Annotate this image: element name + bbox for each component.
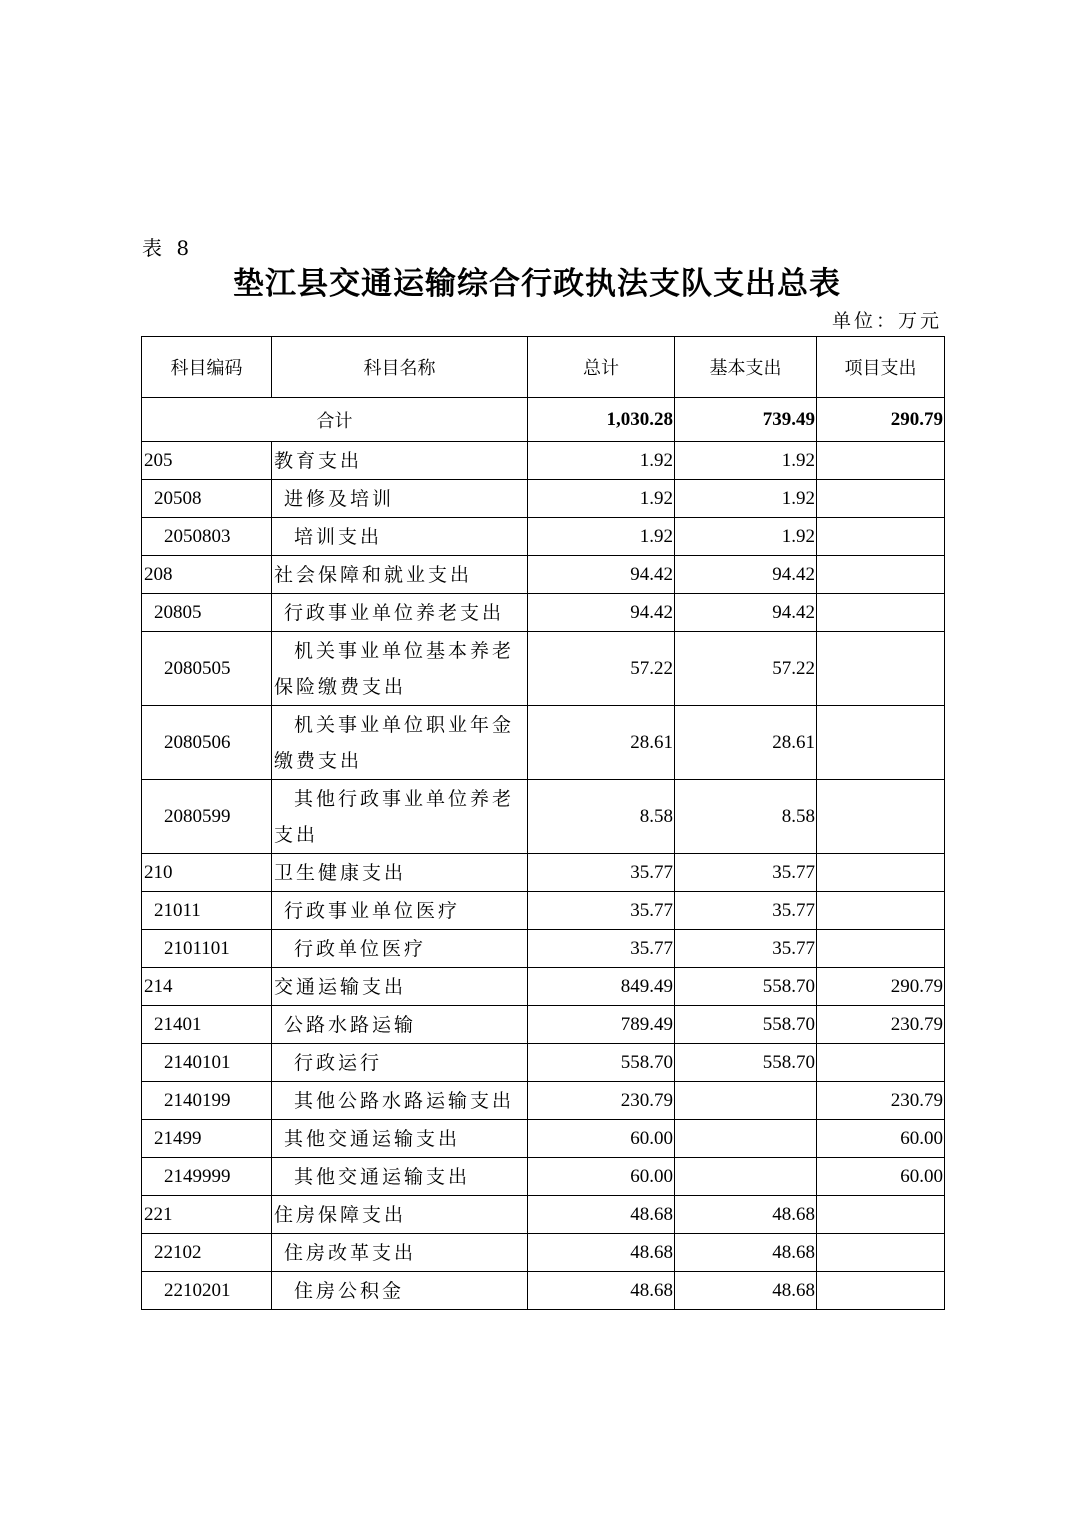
row-basic: 94.42 [675,556,817,594]
row-total: 35.77 [528,930,675,968]
row-name: 进修及培训 [272,480,528,518]
row-basic: 48.68 [675,1234,817,1272]
table-row [142,1082,945,1120]
table-row [142,892,945,930]
row-code: 221 [142,1196,272,1234]
row-project: 290.79 [817,968,945,1006]
row-code: 214 [142,968,272,1006]
row-name: 住房改革支出 [272,1234,528,1272]
row-name: 教育支出 [272,442,528,480]
row-code: 2210201 [142,1272,272,1310]
row-code: 210 [142,854,272,892]
row-basic: 8.58 [675,780,817,854]
row-project [817,1044,945,1082]
row-basic: 1.92 [675,442,817,480]
total-project: 290.79 [817,398,945,442]
row-name: 卫生健康支出 [272,854,528,892]
row-basic: 57.22 [675,632,817,706]
row-name [272,632,528,706]
row-basic: 1.92 [675,518,817,556]
row-basic [675,1120,817,1158]
row-basic: 35.77 [675,892,817,930]
row-project: 60.00 [817,1120,945,1158]
row-code: 208 [142,556,272,594]
row-name [272,780,528,854]
table-row [142,1006,945,1044]
row-code: 2140101 [142,1044,272,1082]
row-name: 其他交通运输支出 [272,1158,528,1196]
row-name-line1: 机关事业单位职业年金 [294,713,515,736]
row-project [817,556,945,594]
table-row [142,480,945,518]
table-row [142,706,945,780]
unit-label: 单位：万元 [831,310,942,332]
row-project: 60.00 [817,1158,945,1196]
row-name-line2: 缴费支出 [274,749,363,772]
row-code: 2101101 [142,930,272,968]
row-basic: 48.68 [675,1196,817,1234]
row-total: 35.77 [528,892,675,930]
row-name-line2: 支出 [274,823,319,846]
row-total: 849.49 [528,968,675,1006]
row-name: 社会保障和就业支出 [272,556,528,594]
row-total: 48.68 [528,1234,675,1272]
row-project [817,930,945,968]
table-row [142,518,945,556]
row-name: 其他交通运输支出 [272,1120,528,1158]
row-name: 其他公路水路运输支出 [272,1082,528,1120]
total-label: 合计 [142,398,528,442]
row-name [272,706,528,780]
row-project [817,480,945,518]
row-project: 230.79 [817,1082,945,1120]
header-code: 科目编码 [142,337,272,398]
row-total: 1.92 [528,442,675,480]
row-basic: 28.61 [675,706,817,780]
row-total: 48.68 [528,1196,675,1234]
row-total: 1.92 [528,480,675,518]
row-basic: 558.70 [675,1006,817,1044]
header-total: 总计 [528,337,675,398]
row-name-line2: 保险缴费支出 [274,675,407,698]
row-total: 94.42 [528,594,675,632]
row-total: 60.00 [528,1158,675,1196]
row-project [817,780,945,854]
row-code: 21499 [142,1120,272,1158]
row-code: 2050803 [142,518,272,556]
row-project [817,632,945,706]
table-row [142,1044,945,1082]
total-basic: 739.49 [675,398,817,442]
page-title: 垫江县交通运输综合行政执法支队支出总表 [233,266,841,302]
row-name: 行政事业单位养老支出 [272,594,528,632]
row-name: 公路水路运输 [272,1006,528,1044]
row-basic: 558.70 [675,1044,817,1082]
row-code: 20508 [142,480,272,518]
row-code: 2080506 [142,706,272,780]
row-code: 20805 [142,594,272,632]
row-total: 789.49 [528,1006,675,1044]
row-total: 48.68 [528,1272,675,1310]
row-name: 交通运输支出 [272,968,528,1006]
table-row [142,1196,945,1234]
row-total: 558.70 [528,1044,675,1082]
row-name: 住房保障支出 [272,1196,528,1234]
row-project [817,706,945,780]
row-total: 60.00 [528,1120,675,1158]
row-code: 22102 [142,1234,272,1272]
row-project [817,442,945,480]
row-basic: 94.42 [675,594,817,632]
table-row [142,632,945,706]
table-row [142,780,945,854]
row-basic: 558.70 [675,968,817,1006]
table-row [142,1234,945,1272]
row-total: 230.79 [528,1082,675,1120]
row-name: 行政运行 [272,1044,528,1082]
row-project [817,1196,945,1234]
table-row [142,442,945,480]
row-name-line1: 机关事业单位基本养老 [294,639,515,662]
row-code: 2149999 [142,1158,272,1196]
header-row [142,337,945,398]
row-code: 2080599 [142,780,272,854]
table-row [142,968,945,1006]
row-total: 57.22 [528,632,675,706]
row-code: 21401 [142,1006,272,1044]
row-basic: 1.92 [675,480,817,518]
row-name: 住房公积金 [272,1272,528,1310]
table-row [142,594,945,632]
row-basic [675,1082,817,1120]
row-project [817,854,945,892]
total-total: 1,030.28 [528,398,675,442]
header-basic: 基本支出 [675,337,817,398]
row-project [817,1234,945,1272]
header-name: 科目名称 [272,337,528,398]
row-name: 培训支出 [272,518,528,556]
row-code: 2140199 [142,1082,272,1120]
row-code: 21011 [142,892,272,930]
table-row [142,556,945,594]
row-basic [675,1158,817,1196]
expenditure-table [141,336,945,1310]
table-row [142,930,945,968]
row-total: 94.42 [528,556,675,594]
row-total: 35.77 [528,854,675,892]
table-row [142,854,945,892]
row-total: 1.92 [528,518,675,556]
row-name: 行政单位医疗 [272,930,528,968]
table-row [142,1158,945,1196]
table-row [142,1120,945,1158]
table-number: 表 8 [142,236,194,260]
row-code: 2080505 [142,632,272,706]
row-project: 230.79 [817,1006,945,1044]
row-project [817,518,945,556]
row-basic: 35.77 [675,854,817,892]
row-project [817,892,945,930]
row-code: 205 [142,442,272,480]
row-project [817,1272,945,1310]
row-project [817,594,945,632]
row-basic: 48.68 [675,1272,817,1310]
header-project: 项目支出 [817,337,945,398]
row-total: 28.61 [528,706,675,780]
row-total: 8.58 [528,780,675,854]
row-name: 行政事业单位医疗 [272,892,528,930]
row-name-line1: 其他行政事业单位养老 [294,787,515,810]
total-row [142,398,945,442]
row-basic: 35.77 [675,930,817,968]
table-row [142,1272,945,1310]
